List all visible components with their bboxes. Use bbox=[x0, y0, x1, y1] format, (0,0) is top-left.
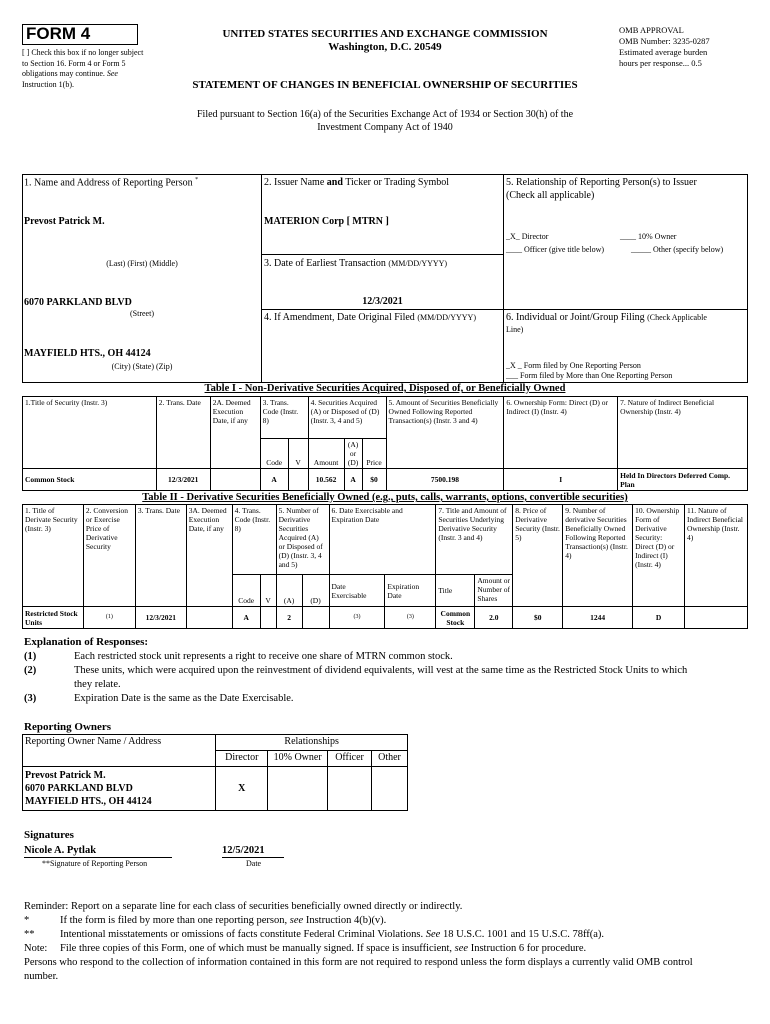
explanation-text: Expiration Date is the same as the Date Exercisable. bbox=[74, 693, 294, 704]
t1-col3-header: 3. Trans. Code (Instr. 8) bbox=[260, 397, 308, 439]
owners-row-city: MAYFIELD HTS., OH 44124 bbox=[25, 796, 152, 807]
t2-row-exer: (3) bbox=[329, 607, 385, 629]
issuer-label-and: and bbox=[326, 177, 343, 188]
relationship-box bbox=[503, 174, 748, 383]
owners-col-rel: Relationships bbox=[216, 735, 408, 751]
amendment-label-text: 4. If Amendment, Date Original Filed bbox=[264, 312, 415, 323]
filing-label bbox=[506, 312, 746, 336]
explanation-text: These units, which were acquired upon the reinvestment of dividend equivalents, will vest at the same time as the Restricted Stock Units to which bbox=[74, 665, 688, 676]
t2-sub-a: (A) bbox=[276, 575, 302, 607]
signature-date: 12/5/2021 bbox=[222, 845, 265, 856]
explanation-num: (3) bbox=[24, 693, 37, 704]
issuer-divider-2 bbox=[261, 309, 504, 310]
t2-row-u-title: Common Stock bbox=[436, 607, 475, 629]
t1-row-price: $0 bbox=[362, 469, 386, 491]
filing-caption2: Line) bbox=[506, 325, 524, 334]
t1-row-owned: 7500.198 bbox=[386, 469, 504, 491]
owners-col-10pct: 10% Owner bbox=[268, 751, 328, 767]
owners-row-street: 6070 PARKLAND BLVD bbox=[25, 783, 133, 794]
reporter-street-caption: (Street) bbox=[130, 309, 154, 318]
owners-table bbox=[22, 734, 408, 811]
explanation-text: Each restricted stock unit represents a right to receive one share of MTRN common stock. bbox=[74, 651, 453, 662]
t2-row-title: Restricted Stock Units bbox=[23, 607, 84, 629]
footer-star-mark: * bbox=[24, 915, 30, 926]
table1-row bbox=[23, 469, 748, 491]
t2-row-deemed bbox=[186, 607, 232, 629]
footer-dstar bbox=[24, 928, 754, 942]
reporter-city: MAYFIELD HTS., OH 44124 bbox=[24, 348, 151, 359]
t1-col6-header: 6. Ownership Form: Direct (D) or Indirect (I) (Instr. 4) bbox=[504, 397, 618, 469]
footer-note-text2: Instruction 6 for procedure. bbox=[470, 943, 587, 954]
relationship-label: 5. Relationship of Reporting Person(s) to Issuer bbox=[506, 177, 697, 188]
table2-title-text: Table II - Derivative Securities Beneficially Owned (e.g., puts, calls, warrants, options, convertible securities) bbox=[142, 492, 628, 503]
statement-title: STATEMENT OF CHANGES IN BENEFICIAL OWNERSHIP OF SECURITIES bbox=[192, 79, 578, 91]
t1-row-form: I bbox=[504, 469, 618, 491]
footer-dstar-see: See bbox=[425, 929, 441, 940]
t2-col9-header: 9. Number of derivative Securities Beneficially Owned Following Reported Transaction(s) (Instr. 4) bbox=[563, 505, 633, 607]
explanation-text: they relate. bbox=[74, 679, 121, 690]
t2-col5-header: 5. Number of Derivative Securities Acquired (A) or Disposed of (D) (Instr. 3, 4 and 5) bbox=[276, 505, 329, 575]
signatures-title: Signatures bbox=[24, 829, 74, 841]
t2-row-a: 2 bbox=[276, 607, 302, 629]
owners-row-address bbox=[23, 767, 216, 811]
reporter-city-caption: (City) (State) (Zip) bbox=[111, 362, 173, 371]
t2-row-price: $0 bbox=[513, 607, 563, 629]
t2-row-code: A bbox=[232, 607, 260, 629]
t1-col5-header: 5. Amount of Securities Beneficially Owned Following Reported Transaction(s) (Instr. 3 and 4) bbox=[386, 397, 504, 469]
t2-sub-title: Title bbox=[436, 575, 475, 607]
owners-col-officer: Officer bbox=[328, 751, 372, 767]
t1-sub-price: Price bbox=[362, 439, 386, 469]
explanation-item bbox=[24, 678, 754, 692]
t1-row-date: 12/3/2021 bbox=[156, 469, 210, 491]
filing-label-text: 6. Individual or Joint/Group Filing bbox=[506, 312, 645, 323]
earliest-date: 12/3/2021 bbox=[362, 296, 403, 307]
t2-col4-header: 4. Trans. Code (Instr. 8) bbox=[232, 505, 276, 575]
t2-sub-v: V bbox=[260, 575, 276, 607]
filed-pursuant-line1: Filed pursuant to Section 16(a) of the Securities Exchange Act of 1934 or Section 30(h) of the bbox=[196, 109, 574, 120]
filing-one-person: _X _ Form filed by One Reporting Person bbox=[506, 361, 641, 370]
agency-city: Washington, D.C. 20549 bbox=[328, 41, 442, 53]
t1-col7-header: 7. Nature of Indirect Beneficial Ownership (Instr. 4) bbox=[618, 397, 748, 469]
issuer-name: MATERION Corp [ MTRN ] bbox=[264, 216, 389, 227]
explanation-list bbox=[24, 650, 754, 706]
footer-dstar-mark: ** bbox=[24, 929, 35, 940]
issuer-label-rest: Ticker or Trading Symbol bbox=[345, 177, 450, 188]
t2-row-v bbox=[260, 607, 276, 629]
t1-col2-header: 2. Trans. Date bbox=[156, 397, 210, 469]
footer-persons-2: number. bbox=[24, 971, 59, 982]
rel-director: _X_ Director bbox=[506, 232, 549, 241]
t1-row-nature: Held In Directors Deferred Comp. Plan bbox=[618, 469, 748, 491]
t2-col10-header: 10. Ownership Form of Derivative Security: Direct (D) or Indirect (I) (Instr. 4) bbox=[633, 505, 685, 607]
footer-star-text2: Instruction 4(b)(v). bbox=[305, 915, 387, 926]
t1-sub-amount: Amount bbox=[308, 439, 344, 469]
signature-line bbox=[24, 857, 172, 858]
earliest-date-label bbox=[264, 258, 447, 269]
table2-title bbox=[22, 492, 748, 503]
footer-note-mark: Note: bbox=[24, 943, 48, 954]
omb-box bbox=[619, 25, 710, 69]
footer-reminder: Reminder: Report on a separate line for each class of securities beneficially owned directly or indirectly. bbox=[24, 901, 463, 912]
footer-star-text1: If the form is filed by more than one reporting person, bbox=[60, 915, 288, 926]
rel-other: _____ Other (specify below) bbox=[631, 245, 724, 254]
t2-row-d bbox=[302, 607, 329, 629]
table2-row bbox=[23, 607, 748, 629]
t2-col7-header: 7. Title and Amount of Securities Underlying Derivative Security (Instr. 3 and 4) bbox=[436, 505, 513, 575]
explanation-item bbox=[24, 664, 754, 678]
reporter-street: 6070 PARKLAND BLVD bbox=[24, 297, 132, 308]
owners-row-other bbox=[372, 767, 408, 811]
amendment-label bbox=[264, 312, 476, 323]
t1-col4-header: 4. Securities Acquired (A) or Disposed of (D) (Instr. 3, 4 and 5) bbox=[308, 397, 386, 439]
amendment-caption: (MM/DD/YYYY) bbox=[417, 313, 476, 322]
table1-title: Table I - Non-Derivative Securities Acquired, Disposed of, or Beneficially Owned bbox=[204, 383, 566, 394]
table1 bbox=[22, 396, 748, 491]
t2-sub-amount: Amount or Number of Shares bbox=[475, 575, 513, 607]
explanation-item bbox=[24, 650, 754, 664]
relationship-label2: (Check all applicable) bbox=[506, 190, 595, 201]
t2-row-exp: (3) bbox=[385, 607, 436, 629]
footer-dstar-text1: Intentional misstatements or omissions of facts constitute Federal Criminal Violations. bbox=[60, 929, 424, 940]
t2-col6-header: 6. Date Exercisable and Expiration Date bbox=[329, 505, 436, 575]
t1-sub-code: Code bbox=[260, 439, 288, 469]
footer-note bbox=[24, 942, 754, 956]
issuer-divider-1 bbox=[261, 254, 504, 255]
issuer-label bbox=[264, 177, 449, 188]
filing-caption: (Check Applicable bbox=[647, 313, 707, 322]
t1-row-v bbox=[288, 469, 308, 491]
signature-date-line bbox=[222, 857, 284, 858]
relationship-divider bbox=[503, 309, 748, 310]
explanation-title: Explanation of Responses: bbox=[24, 636, 149, 648]
t1-row-title: Common Stock bbox=[23, 469, 157, 491]
owners-col-director: Director bbox=[216, 751, 268, 767]
filed-pursuant-line2: Investment Company Act of 1940 bbox=[317, 122, 453, 133]
owners-row bbox=[23, 767, 408, 811]
omb-hours: hours per response... 0.5 bbox=[619, 58, 702, 68]
issuer-box bbox=[261, 174, 504, 383]
reporter-label bbox=[24, 177, 198, 188]
check-note-see: See bbox=[106, 69, 118, 78]
form-title: FORM 4 bbox=[26, 24, 91, 43]
t2-col2-header: 2. Conversion or Exercise Price of Derivative Security bbox=[83, 505, 135, 607]
signature-caption: **Signature of Reporting Person bbox=[42, 859, 148, 868]
t2-row-date: 12/3/2021 bbox=[135, 607, 186, 629]
footer bbox=[24, 900, 754, 984]
t2-col3-header: 3. Trans. Date bbox=[135, 505, 186, 607]
t1-row-deemed bbox=[210, 469, 260, 491]
t2-sub-d: (D) bbox=[302, 575, 329, 607]
omb-title: OMB APPROVAL bbox=[619, 25, 684, 35]
t1-row-aord: A bbox=[344, 469, 362, 491]
t2-sub-exercisable: Date Exercisable bbox=[329, 575, 385, 607]
t2-row-nature bbox=[685, 607, 748, 629]
earliest-date-caption: (MM/DD/YYYY) bbox=[388, 259, 448, 268]
t1-sub-aord: (A) or (D) bbox=[344, 439, 362, 469]
t2-row-owned: 1244 bbox=[563, 607, 633, 629]
owners-row-10pct bbox=[268, 767, 328, 811]
explanation-item bbox=[24, 692, 754, 706]
explanation-num: (2) bbox=[24, 665, 37, 676]
footer-note-text1: File three copies of this Form, one of which must be manually signed. If space is insufficient, bbox=[60, 943, 453, 954]
t2-row-conv: (1) bbox=[83, 607, 135, 629]
owners-col-name: Reporting Owner Name / Address bbox=[23, 735, 216, 767]
explanation-num: (1) bbox=[24, 651, 37, 662]
signature-date-caption: Date bbox=[246, 859, 262, 868]
t2-row-u-amount: 2.0 bbox=[475, 607, 513, 629]
t2-col8-header: 8. Price of Derivative Security (Instr. 5) bbox=[513, 505, 563, 607]
check-note-instr: Instruction 1(b). bbox=[22, 79, 74, 89]
owners-col-other: Other bbox=[372, 751, 408, 767]
omb-number: OMB Number: 3235-0287 bbox=[619, 36, 710, 46]
t2-sub-expiration: Expiration Date bbox=[385, 575, 436, 607]
table2 bbox=[22, 504, 748, 629]
check-note bbox=[22, 48, 150, 90]
footer-dstar-text2: 18 U.S.C. 1001 and 15 U.S.C. 78ff(a). bbox=[442, 929, 605, 940]
t2-col11-header: 11. Nature of Indirect Beneficial Ownership (Instr. 4) bbox=[685, 505, 748, 607]
owners-title: Reporting Owners bbox=[24, 721, 112, 733]
agency-name: UNITED STATES SECURITIES AND EXCHANGE COMMISSION bbox=[222, 28, 548, 40]
t1-col1-header: 1.Title of Security (Instr. 3) bbox=[23, 397, 157, 469]
owners-row-director: X bbox=[216, 767, 268, 811]
footer-star bbox=[24, 914, 754, 928]
rel-10pct-owner: ____ 10% Owner bbox=[620, 232, 677, 241]
filing-more-persons: ___ Form filed by More than One Reporting Person bbox=[506, 371, 673, 380]
t2-sub-code: Code bbox=[232, 575, 260, 607]
footer-note-see: see bbox=[454, 943, 469, 954]
t1-col2a-header: 2A. Deemed Execution Date, if any bbox=[210, 397, 260, 469]
footer-star-see: see bbox=[289, 915, 304, 926]
rel-officer: ____ Officer (give title below) bbox=[506, 245, 605, 254]
owners-row-officer bbox=[328, 767, 372, 811]
omb-burden: Estimated average burden bbox=[619, 47, 708, 57]
earliest-date-label-text: 3. Date of Earliest Transaction bbox=[264, 258, 386, 269]
reporter-label-star: * bbox=[195, 177, 199, 183]
t2-col1-header: 1. Title of Derivate Security (Instr. 3) bbox=[23, 505, 84, 607]
reporter-name: Prevost Patrick M. bbox=[24, 216, 105, 227]
footer-persons-1: Persons who respond to the collection of information contained in this form are not required to respond unless the form displays a currently valid OMB control bbox=[24, 957, 693, 968]
issuer-label-text: 2. Issuer Name bbox=[264, 177, 325, 188]
reporter-name-caption: (Last) (First) (Middle) bbox=[106, 259, 178, 268]
t1-sub-v: V bbox=[288, 439, 308, 469]
t1-row-amount: 10.562 bbox=[308, 469, 344, 491]
t1-row-code: A bbox=[260, 469, 288, 491]
reporter-label-text: 1. Name and Address of Reporting Person bbox=[24, 177, 193, 189]
signature-name: Nicole A. Pytlak bbox=[24, 845, 97, 856]
t2-row-form: D bbox=[633, 607, 685, 629]
check-note-text: [ ] Check this box if no longer subject to Section 16. Form 4 or Form 5 obligations may continue. bbox=[22, 48, 144, 78]
t2-col3a-header: 3A. Deemed Execution Date, if any bbox=[186, 505, 232, 607]
owners-row-name: Prevost Patrick M. bbox=[25, 770, 106, 781]
